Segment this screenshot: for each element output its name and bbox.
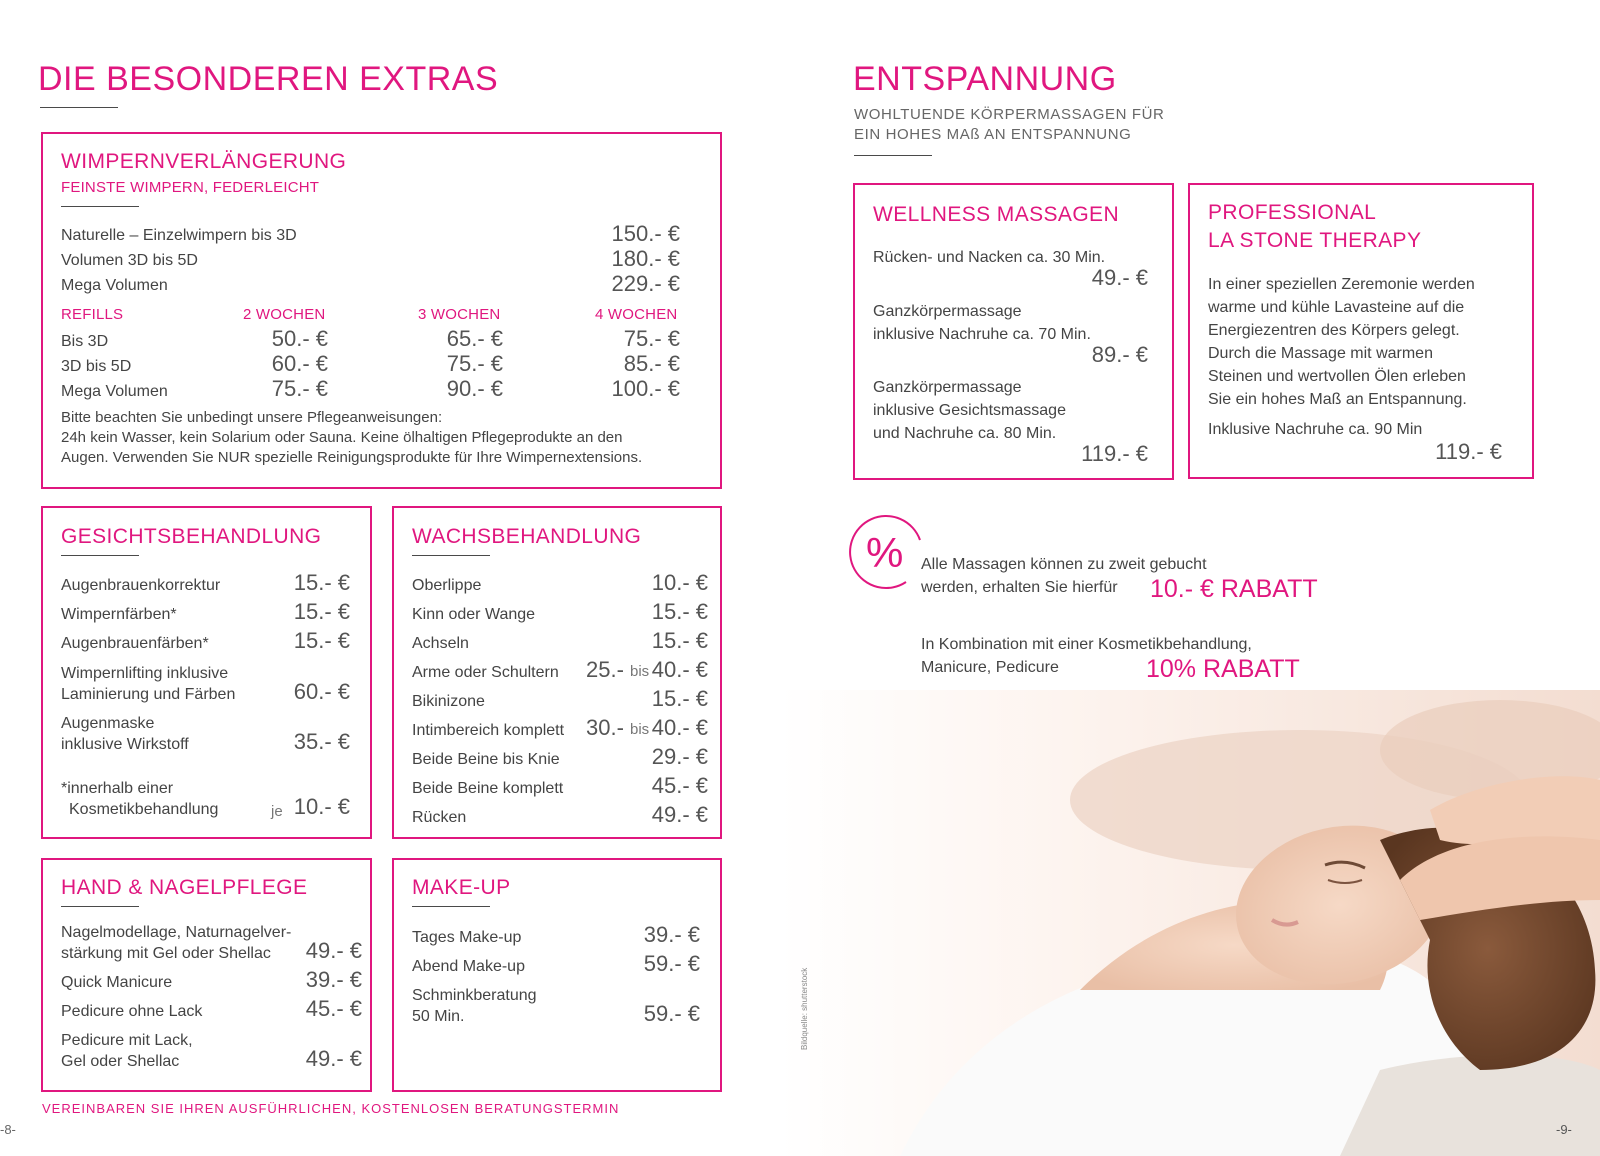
wachs-price: 45.- € bbox=[651, 773, 708, 798]
wachs-price: 40.- € bbox=[651, 657, 708, 682]
wimpern-price: 180.- € bbox=[611, 246, 680, 271]
image-credit: Bildquelle: shutterstock bbox=[800, 967, 809, 1050]
refill-name: 3D bis 5D bbox=[61, 358, 132, 375]
wachs-title: WACHSBEHANDLUNG bbox=[412, 525, 642, 548]
makeup-box bbox=[392, 858, 722, 1092]
wachs-price: 49.- € bbox=[651, 802, 708, 827]
refill-price: 65.- € bbox=[446, 326, 503, 351]
left-page-title: DIE BESONDEREN EXTRAS bbox=[38, 60, 499, 98]
refill-price: 75.- € bbox=[446, 351, 503, 376]
wimpern-price: 229.- € bbox=[611, 271, 680, 296]
stone-text-line: Energiezentren des Körpers gelegt. bbox=[1208, 322, 1460, 339]
makeup-price: 59.- € bbox=[643, 951, 700, 976]
discount-line-4: Manicure, Pedicure bbox=[921, 659, 1059, 676]
stone-text-line: Sie ein hohes Maß an Entspannung. bbox=[1208, 391, 1467, 408]
refills-header: REFILLS bbox=[61, 306, 124, 323]
gesicht-item: Wimpernfärben* bbox=[61, 606, 177, 623]
page-number-left: -8- bbox=[0, 1122, 16, 1137]
stone-extra: Inklusive Nachruhe ca. 90 Min bbox=[1208, 421, 1423, 438]
makeup-item bbox=[412, 985, 537, 1027]
gesicht-item-line: Augenmaske bbox=[61, 715, 155, 732]
discount-rabatt-1: 10.- € RABATT bbox=[1150, 575, 1318, 603]
footnote-line: Kosmetikbehandlung bbox=[69, 801, 219, 818]
wimpern-subtitle: FEINSTE WIMPERN, FEDERLEICHT bbox=[61, 179, 320, 196]
title-underline bbox=[40, 107, 118, 108]
hand-box bbox=[41, 858, 372, 1092]
makeup-underline bbox=[412, 906, 490, 907]
hand-item: Pedicure ohne Lack bbox=[61, 1003, 203, 1020]
wachs-item: Intimbereich komplett bbox=[412, 722, 565, 739]
stone-title-1: PROFESSIONAL bbox=[1208, 201, 1377, 224]
wachs-price-from: 30.- bbox=[586, 715, 624, 740]
wachs-item: Bikinizone bbox=[412, 693, 485, 710]
hand-price: 39.- € bbox=[305, 967, 362, 992]
hand-item bbox=[61, 1030, 193, 1072]
gesicht-item bbox=[61, 663, 235, 705]
discount-line-3: In Kombination mit einer Kosmetikbehandlung, bbox=[921, 636, 1252, 653]
refill-price: 100.- € bbox=[611, 376, 680, 401]
wimpern-item: Volumen 3D bis 5D bbox=[61, 252, 198, 269]
wachs-price: 15.- € bbox=[651, 686, 708, 711]
refill-price: 75.- € bbox=[623, 326, 680, 351]
makeup-title: MAKE-UP bbox=[412, 876, 511, 899]
right-page-title: ENTSPANNUNG bbox=[853, 60, 1117, 98]
makeup-item: Abend Make-up bbox=[412, 958, 525, 975]
gesicht-item-line: Wimpernlifting inklusive bbox=[61, 665, 229, 682]
discount-rabatt-2: 10% RABATT bbox=[1146, 655, 1300, 683]
right-title-underline bbox=[854, 155, 932, 156]
refill-price: 50.- € bbox=[271, 326, 328, 351]
wachs-bis: bis bbox=[630, 721, 650, 738]
care-note-line: 24h kein Wasser, kein Solarium oder Sauna. Keine ölhaltigen Pflegeprodukte an den bbox=[61, 429, 623, 446]
refill-price: 90.- € bbox=[446, 376, 503, 401]
wachs-item: Beide Beine komplett bbox=[412, 780, 564, 797]
percent-symbol: % bbox=[866, 529, 904, 576]
stone-description bbox=[1208, 273, 1475, 411]
massage-photo-illustration bbox=[780, 690, 1600, 1156]
wimpern-item: Naturelle – Einzelwimpern bis 3D bbox=[61, 227, 297, 244]
wellness-item-line: Ganzkörpermassage bbox=[873, 303, 1022, 320]
wellness-price: 119.- € bbox=[1081, 441, 1148, 466]
refill-price: 85.- € bbox=[623, 351, 680, 376]
hand-item bbox=[61, 922, 291, 964]
discount-line-2: werden, erhalten Sie hierfür bbox=[921, 579, 1118, 596]
wachs-box bbox=[392, 506, 722, 839]
wimpern-title: WIMPERNVERLÄNGERUNG bbox=[61, 150, 347, 173]
hand-underline bbox=[61, 906, 139, 907]
refill-name: Bis 3D bbox=[61, 333, 109, 350]
gesicht-price: 15.- € bbox=[293, 570, 350, 595]
refills-header: 3 WOCHEN bbox=[418, 306, 501, 323]
stone-text-line: Steinen und wertvollen Ölen erleben bbox=[1208, 368, 1466, 385]
wachs-item: Rücken bbox=[412, 809, 467, 826]
refill-price: 75.- € bbox=[271, 376, 328, 401]
gesicht-price: 15.- € bbox=[293, 628, 350, 653]
wellness-item-line: und Nachruhe ca. 80 Min. bbox=[873, 425, 1057, 442]
makeup-price: 59.- € bbox=[643, 1001, 700, 1026]
stone-text-line: Durch die Massage mit warmen bbox=[1208, 345, 1433, 362]
refill-price: 60.- € bbox=[271, 351, 328, 376]
refills-header: 2 WOCHEN bbox=[243, 306, 326, 323]
hand-item-line: Gel oder Shellac bbox=[61, 1053, 180, 1070]
wachs-price: 40.- € bbox=[651, 715, 708, 740]
wellness-price: 89.- € bbox=[1091, 342, 1148, 367]
consultation-footer: VEREINBAREN SIE IHREN AUSFÜHRLICHEN, KOSTENLOSEN BERATUNGSTERMIN bbox=[42, 1101, 620, 1116]
gesicht-price: 15.- € bbox=[293, 599, 350, 624]
wellness-item-line: inklusive Nachruhe ca. 70 Min. bbox=[873, 326, 1091, 343]
gesicht-title: GESICHTSBEHANDLUNG bbox=[61, 525, 322, 548]
wachs-price: 10.- € bbox=[651, 570, 708, 595]
massage-photo bbox=[780, 690, 1600, 1156]
refill-name: Mega Volumen bbox=[61, 383, 168, 400]
gesicht-box bbox=[41, 506, 372, 839]
wellness-title: WELLNESS MASSAGEN bbox=[873, 203, 1120, 226]
hand-item-line: stärkung mit Gel oder Shellac bbox=[61, 945, 271, 962]
gesicht-footnote-price: 10.- € bbox=[293, 794, 350, 819]
stone-therapy-box bbox=[1188, 183, 1534, 479]
hand-item-line: Pedicure mit Lack, bbox=[61, 1032, 193, 1049]
wachs-item: Achseln bbox=[412, 635, 469, 652]
wellness-item-line: inklusive Gesichtsmassage bbox=[873, 402, 1066, 419]
wellness-box bbox=[853, 183, 1174, 480]
wachs-price-from: 25.- bbox=[586, 657, 624, 682]
hand-price: 49.- € bbox=[305, 938, 362, 963]
hand-item-line: Nagelmodellage, Naturnagelver- bbox=[61, 924, 292, 941]
hand-price: 49.- € bbox=[305, 1046, 362, 1071]
wimpern-box bbox=[41, 132, 722, 489]
care-note-line: Bitte beachten Sie unbedingt unsere Pflegeanweisungen: bbox=[61, 409, 443, 426]
gesicht-item-line: inklusive Wirkstoff bbox=[61, 736, 189, 753]
gesicht-item: Augenbrauenkorrektur bbox=[61, 577, 221, 594]
care-note bbox=[61, 408, 711, 468]
footnote-line: *innerhalb einer bbox=[61, 780, 174, 797]
wachs-item: Kinn oder Wange bbox=[412, 606, 536, 623]
gesicht-item: Augenbrauenfärben* bbox=[61, 635, 209, 652]
wachs-price: 15.- € bbox=[651, 599, 708, 624]
stone-text-line: In einer speziellen Zeremonie werden bbox=[1208, 276, 1475, 293]
gesicht-price: 35.- € bbox=[293, 729, 350, 754]
wachs-price: 29.- € bbox=[651, 744, 708, 769]
gesicht-footnote bbox=[61, 778, 218, 820]
care-note-line: Augen. Verwenden Sie NUR spezielle Reinigungsprodukte für Ihre Wimpernextensions. bbox=[61, 449, 643, 466]
footnote-je: je bbox=[271, 803, 283, 820]
wellness-item bbox=[873, 377, 1066, 444]
page-number-right: -9- bbox=[1556, 1122, 1572, 1137]
gesicht-price: 60.- € bbox=[293, 679, 350, 704]
refills-header: 4 WOCHEN bbox=[595, 306, 678, 323]
gesicht-item bbox=[61, 713, 189, 755]
gesicht-item-line: Laminierung und Färben bbox=[61, 686, 236, 703]
wimpern-item: Mega Volumen bbox=[61, 277, 168, 294]
makeup-price: 39.- € bbox=[643, 922, 700, 947]
hand-price: 45.- € bbox=[305, 996, 362, 1021]
wachs-item: Beide Beine bis Knie bbox=[412, 751, 560, 768]
stone-title-2: LA STONE THERAPY bbox=[1208, 229, 1422, 252]
wachs-price: 15.- € bbox=[651, 628, 708, 653]
stone-price: 119.- € bbox=[1435, 439, 1502, 464]
wachs-item: Arme oder Schultern bbox=[412, 664, 559, 681]
makeup-item: Tages Make-up bbox=[412, 929, 522, 946]
wimpern-underline bbox=[61, 206, 139, 207]
stone-text-line: warme und kühle Lavasteine auf die bbox=[1208, 299, 1465, 316]
gesicht-underline bbox=[61, 555, 139, 556]
wachs-bis: bis bbox=[630, 663, 650, 680]
makeup-item-line: 50 Min. bbox=[412, 1008, 465, 1025]
right-subtitle-2: EIN HOHES MAß AN ENTSPANNUNG bbox=[854, 126, 1132, 143]
wimpern-price: 150.- € bbox=[611, 221, 680, 246]
hand-item: Quick Manicure bbox=[61, 974, 173, 991]
wachs-underline bbox=[412, 555, 490, 556]
makeup-item-line: Schminkberatung bbox=[412, 987, 537, 1004]
wellness-item-line: Ganzkörpermassage bbox=[873, 379, 1022, 396]
wellness-price: 49.- € bbox=[1091, 265, 1148, 290]
wellness-item: Rücken- und Nacken ca. 30 Min. bbox=[873, 249, 1106, 266]
wellness-item bbox=[873, 301, 1091, 345]
right-subtitle-1: WOHLTUENDE KÖRPERMASSAGEN FÜR bbox=[854, 106, 1165, 123]
hand-title: HAND & NAGELPFLEGE bbox=[61, 876, 308, 899]
discount-line-1: Alle Massagen können zu zweit gebucht bbox=[921, 556, 1207, 573]
wachs-item: Oberlippe bbox=[412, 577, 482, 594]
